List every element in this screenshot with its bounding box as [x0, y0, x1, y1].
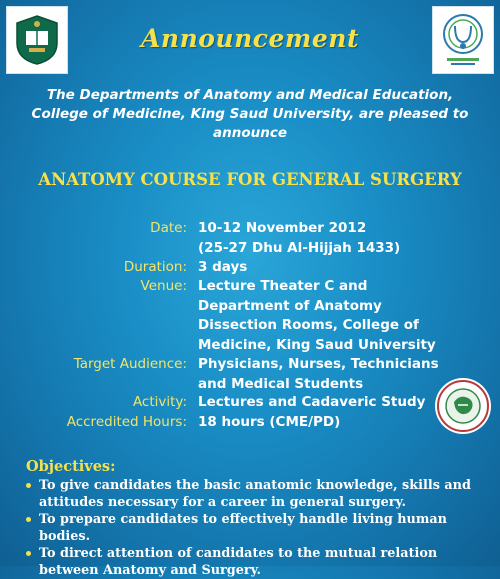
detail-label: Target Audience:	[73, 356, 187, 372]
bullet-icon	[26, 483, 31, 488]
saudi-commission-seal-icon	[434, 377, 492, 435]
objective-text: To give candidates the basic anatomic knowledge, skills and attitudes necessary for a career in general surgery.	[39, 478, 471, 510]
detail-label: Date:	[150, 220, 187, 236]
detail-label: Activity:	[132, 394, 187, 410]
objectives-title: Objectives:	[26, 458, 116, 475]
detail-label: Duration:	[123, 259, 187, 275]
detail-label: Accredited Hours:	[66, 414, 187, 430]
list-item	[26, 511, 486, 545]
bullet-icon	[26, 551, 31, 556]
detail-value: 3 days	[198, 259, 248, 275]
intro-text: The Departments of Anatomy and Medical Education, College of Medicine, King Saud University, are pleased to announce	[31, 87, 469, 141]
announcement-headline: Announcement	[141, 24, 359, 53]
detail-value: Lectures and Cadaveric Study	[198, 394, 426, 410]
objectives-section	[26, 458, 486, 579]
detail-value: 18 hours (CME/PD)	[198, 414, 341, 430]
detail-value: Physicians, Nurses, Technicians and Medical Students	[198, 356, 439, 392]
list-item	[26, 545, 486, 579]
detail-label: Venue:	[140, 278, 187, 294]
bullet-icon	[26, 517, 31, 522]
course-title: ANATOMY COURSE FOR GENERAL SURGERY	[38, 170, 462, 189]
detail-value: 10-12 November 2012 (25-27 Dhu Al-Hijjah 1433)	[198, 220, 401, 256]
objectives-list	[26, 477, 486, 579]
list-item	[26, 477, 486, 511]
objective-text: To direct attention of candidates to the mutual relation between Anatomy and Surgery.	[39, 546, 438, 578]
detail-value: Lecture Theater C and Department of Anatomy Dissection Rooms, College of Medicine, King Saud University	[198, 278, 436, 353]
objective-text: To prepare candidates to effectively handle living human bodies.	[39, 512, 447, 544]
